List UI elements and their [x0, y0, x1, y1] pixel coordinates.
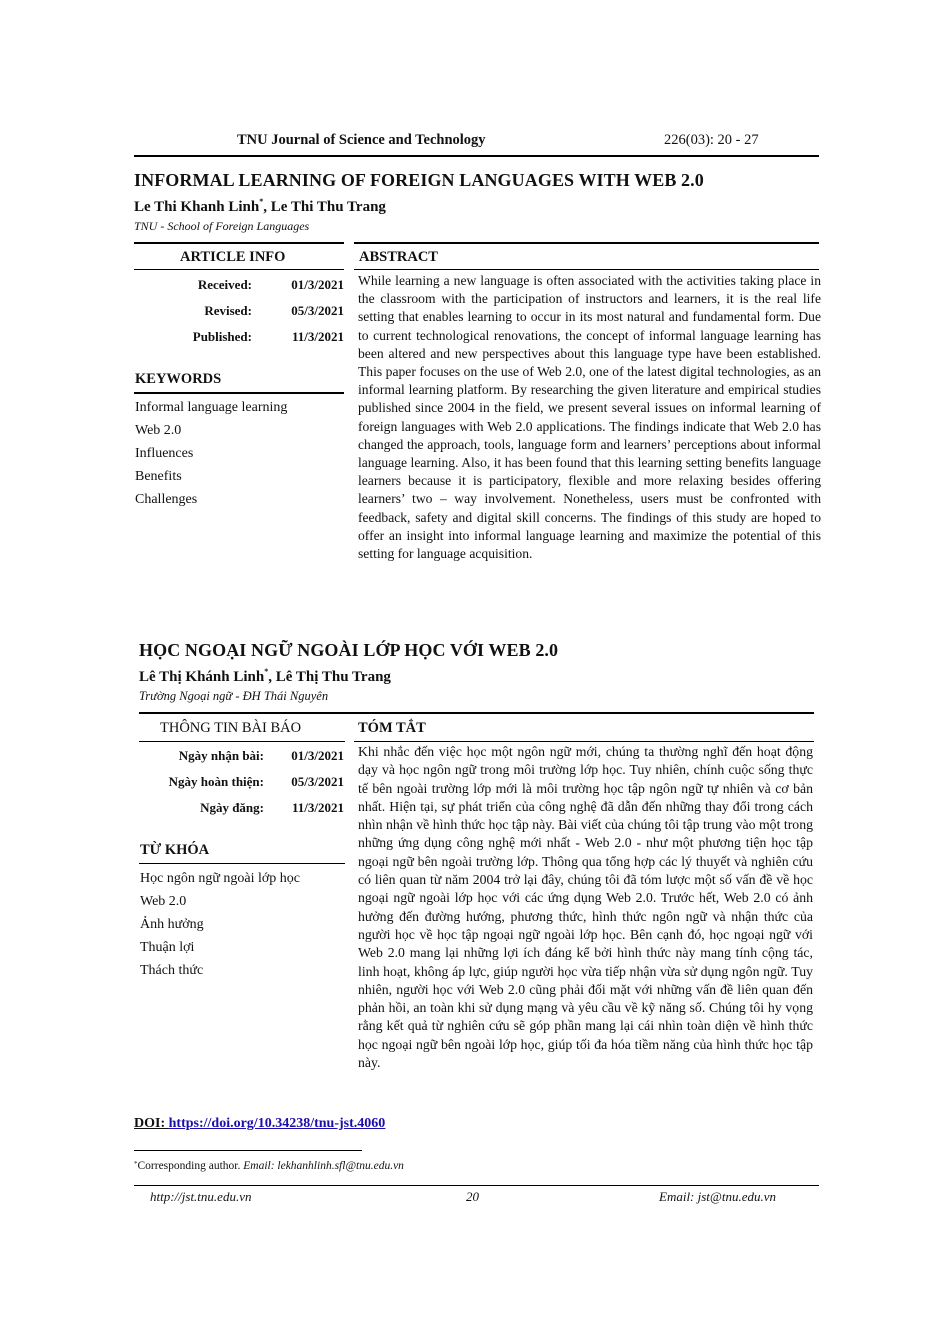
doi-link[interactable]: https://doi.org/10.34238/tnu-jst.4060 — [168, 1116, 386, 1131]
keyword-item: Benefits — [135, 469, 182, 484]
vi-top-rule — [139, 712, 814, 714]
abstract-text-en: While learning a new language is often associated with the activities taking place in the classroom with the participation of instructors and learners, it is the real life setting that enables learning to occur in its most natural and fundamental form. Due to current technological renovations, the concept of informal language learning has been altered and new perspectives about this language type have been established. This paper focuses on the use of Web 2.0, one of the latest digital technologies, as an informal learning platform. By researching the given literature and empirical studies published since 2004 in the field, we present several issues on informal learning of foreign languages with Web 2.0 applications. The findings indicate that Web 2.0 has changed the approach, tools, language form and learners’ perceptions about informal language learning. Also, it has been found that this learning setting benefits language learners because it is participatory, flexible and more relaxing besides offering learners’ two – way involvement. Nonetheless, users must be confronted with feedback, safety and digital skill concerns. The findings of this study are hoped to offer an insight into informal language learning and maximize the potential of this setting for language acquisition. — [358, 273, 821, 562]
abstract-heading: ABSTRACT — [359, 249, 438, 265]
abstract-text-vi: Khi nhắc đến việc học một ngôn ngữ mới, chúng ta thường nghĩ đến hoạt động dạy và học ngôn ngữ trong môi trường lớp học. Tuy nhiên, chính cuộc sống thực tế bên ngoài trường lớp mới là môi trường học tập ngôn ngữ tự nhiên và cơ bản nhất. Hiện tại, sự phát triển của công nghệ đã dẫn đến những thay đổi trong cách nhìn nhận về hình thức học tập này. Bài viết của chúng tôi tập trung vào một trong những ứng dụng công nghệ mới nhất - Web 2.0 - như một phương tiện học tập ngoại ngữ bên ngoài trường lớp. Thông qua tổng hợp các lý thuyết và nghiên cứu có liên quan từ năm 2004 trở lại đây, chúng tôi đã tóm lược một số vấn đề về học ngoại ngữ ngoài lớp học với các ứng dụng Web 2.0. Trước hết, Web 2.0 có ảnh hưởng đến đường hướng, phương thức, hình thức ngôn ngữ và nhận thức của người học về học tập ngoại ngữ ngoài lớp học. Bên cạnh đó, học ngoại ngữ với Web 2.0 mang lại những lợi ích đáng kể bởi hình thức này mang tính cộng tác, linh hoạt, không áp lực, giúp người học vừa tiếp nhận vừa sử dụng ngôn ngữ. Tuy nhiên, người học với Web 2.0 cũng phải đối mặt với những vấn đề liên quan đến phản hồi, an toàn khi sử dụng mạng và yêu cầu về kỹ năng số. Chúng tôi hy vọng rằng kết quả từ nghiên cứu sẽ góp phần mang lại cái nhìn toàn diện về hình thức học ngoại ngữ bên ngoài lớp học, giúp tối đa hóa tiềm năng của hình thức học tập này. — [358, 744, 813, 1071]
journal-name: TNU Journal of Science and Technology — [237, 132, 486, 148]
footer-page-number: 20 — [466, 1189, 479, 1204]
keyword-item: Thách thức — [140, 963, 204, 978]
info-row-received-vi — [134, 748, 344, 764]
info-label: Received: — [197, 277, 252, 292]
article-info-heading: ARTICLE INFO — [180, 249, 286, 265]
author-2: , Lê Thị Thu Trang — [268, 669, 391, 685]
info-value: 11/3/2021 — [291, 329, 344, 344]
abstract-top-rule — [354, 242, 819, 244]
affiliation-en: TNU - School of Foreign Languages — [134, 219, 310, 233]
header-rule — [134, 155, 819, 157]
info-label: Revised: — [204, 303, 252, 318]
keywords-list-vi — [140, 867, 300, 982]
abstract-heading-vi: TÓM TẮT — [358, 720, 426, 736]
keywords-heading-vi: TỪ KHÓA — [140, 842, 210, 858]
keyword-item: Web 2.0 — [140, 894, 187, 909]
info-row-revised — [134, 303, 344, 319]
info-value: 01/3/2021 — [291, 748, 344, 763]
info-row-published-vi — [134, 800, 344, 816]
footer-email: Email: jst@tnu.edu.vn — [659, 1189, 777, 1204]
footnote-rule — [134, 1150, 362, 1151]
article-info-heading-vi: THÔNG TIN BÀI BÁO — [160, 720, 302, 736]
footnote-mark: * — [134, 1160, 138, 1168]
info-row-received — [134, 277, 344, 293]
paper-title-vi: HỌC NGOẠI NGỮ NGOÀI LỚP HỌC VỚI WEB 2.0 — [139, 640, 559, 660]
keyword-item: Học ngôn ngữ ngoài lớp học — [140, 871, 301, 886]
footer-website: http://jst.tnu.edu.vn — [150, 1189, 252, 1204]
info-value: 05/3/2021 — [291, 303, 344, 318]
info-label: Ngày hoàn thiện: — [168, 774, 264, 789]
abstract-rule-vi — [354, 741, 814, 742]
info-row-revised-vi — [134, 774, 344, 790]
keyword-item: Influences — [135, 446, 194, 461]
author-1: Lê Thị Khánh Linh — [139, 669, 265, 685]
keywords-rule-vi — [139, 863, 345, 864]
keywords-list — [135, 396, 287, 511]
doi-label: DOI: — [134, 1116, 169, 1131]
footnote — [134, 1160, 404, 1172]
info-value: 01/3/2021 — [291, 277, 344, 292]
keyword-item: Ảnh hưởng — [140, 917, 204, 932]
keyword-item: Web 2.0 — [135, 423, 182, 438]
footnote-text: Corresponding author. — [137, 1160, 244, 1172]
info-row-published — [134, 329, 344, 345]
paper-title-en: INFORMAL LEARNING OF FOREIGN LANGUAGES WITH WEB 2.0 — [134, 170, 704, 190]
footer-rule — [134, 1185, 819, 1186]
authors-vi — [139, 669, 391, 686]
info-value: 11/3/2021 — [291, 800, 344, 815]
article-info-rule — [134, 269, 344, 270]
keyword-item: Challenges — [135, 492, 198, 507]
article-info-top-rule — [134, 242, 344, 244]
abstract-rule — [354, 269, 819, 270]
affiliation-vi: Trường Ngoại ngữ - ĐH Thái Nguyên — [139, 689, 329, 703]
author-2: , Le Thi Thu Trang — [263, 199, 386, 215]
keyword-item: Informal language learning — [135, 400, 288, 415]
keyword-item: Thuận lợi — [140, 940, 195, 955]
info-label: Ngày nhận bài: — [178, 748, 264, 763]
info-label: Ngày đăng: — [200, 800, 264, 815]
corresponding-mark: * — [259, 197, 264, 206]
article-info-rule-vi — [139, 741, 345, 742]
volume-pages: 226(03): 20 - 27 — [664, 132, 759, 148]
doi — [134, 1116, 385, 1132]
info-value: 05/3/2021 — [291, 774, 344, 789]
footnote-email: Email: lekhanhlinh.sfl@tnu.edu.vn — [243, 1160, 404, 1172]
info-label: Published: — [192, 329, 252, 344]
authors-en — [134, 199, 386, 216]
keywords-rule — [134, 392, 344, 394]
keywords-heading: KEYWORDS — [135, 371, 222, 387]
corresponding-mark: * — [264, 667, 269, 676]
author-1: Le Thi Khanh Linh — [134, 199, 260, 215]
